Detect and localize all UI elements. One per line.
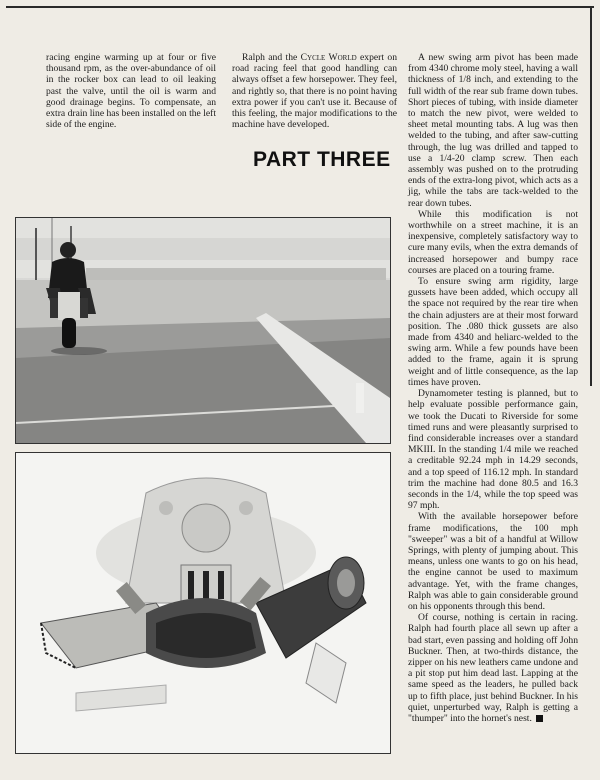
engine-illustration	[16, 453, 390, 753]
photo-motorcycle-on-track	[15, 217, 391, 444]
right-border-rule	[590, 6, 592, 386]
top-border-rule	[6, 6, 594, 8]
paragraph: Dynamometer testing is planned, but to help evaluate possible performance gain, we took the Ducati to Riverside for some timed runs and were pleasantly surprised to find considerable increases over a standard MKIII. In the standing 1/4 mile we reached a creditable 92.24 mph in 14.29 seconds, and a top speed of 116.12 mph. In standard trim the machine had done 80.5 and 16.3 seconds in the 1/4, while the top speed was 97 mph.	[408, 388, 578, 512]
paragraph	[232, 52, 397, 130]
paragraph: racing engine warming up at four or five thousand rpm, as the over-abundance of oil in the rocker box can lead to oil leaking past the valve, until the oil is warm and good drainage begins. To compensate, an extra drain line has been installed on the left side of the engine.	[46, 52, 216, 131]
final-paragraph-text: Of course, nothing is certain in racing. Ralph had fourth place all sewn up after a bad start, even passing and holding off John Buckner. Then, at two-thirds distance, the zipper on his new leathers came undone and a pit stop put him dead last. Lapping at the same speed as the leaders, he pulled back up to fifth place, just behind Buckner. In his quiet, unperturbed way, Ralph is getting a "thumper" into the hornet's nest.	[408, 612, 578, 724]
paragraph: To ensure swing arm rigidity, large gussets have been added, which occupy all the space not required by the rear tire when the chain adjusters are at their most forward position. The .080 thick gussets are also made from 4340 and heliarc-welded to the swing arm. While a few pounds have been added to the frame, again it is sprung weight and of little consequence, as the lap times have proven.	[408, 276, 578, 388]
paragraph-body: expert on road racing feel that good handling can always offset a few horsepower. They feel, and rightly so, that there is no point having extra power if you can't use it. Because of this feeling, the major modifications to the machine have developed.	[232, 52, 397, 131]
section-title: PART THREE	[253, 148, 391, 171]
article-column-1	[46, 52, 216, 130]
article-column-2	[232, 52, 397, 130]
racer-illustration	[16, 218, 390, 443]
paragraph: A new swing arm pivot has been made from 4340 chrome moly steel, having a wall thickness of 1/8 inch, and extending to the full width of the rear sub frame down tubes. Short pieces of tubing, with inside diameter to match the new pivot, were welded to sheet metal mounting tabs. A lug was then welded to the tubing, and after saw-cutting through, the lug was drilled and tapped to use a 1/4-20 clamp screw. Then each assembly was pushed on to the protruding ends of the extra-long pivot, which acts as a jig, while the tabs are tack-welded to the rear down tubes.	[408, 52, 578, 209]
magazine-name: Cycle World	[300, 52, 357, 63]
paragraph: While this modification is not worthwhile on a street machine, it is an inexpensive, completely satisfactory way to cure many evils, when the extra demands of increased horsepower and bumpy race courses are placed on a touring frame.	[408, 208, 578, 276]
paragraph	[408, 612, 578, 724]
paragraph-lead: Ralph and the	[242, 52, 301, 63]
end-of-article-mark	[536, 715, 543, 722]
paragraph: With the available horsepower before frame modifications, the 100 mph "sweeper" was a bit of a handful at Willow Springs, with plenty of jumping about. This means, unless one wants to go on his head, the engine cannot be used to maximum advantage. Yet, with the frame changes, Ralph was able to gain considerable ground on his opponents through this bend.	[408, 511, 578, 612]
article-column-3	[408, 52, 578, 724]
photo-engine-cutaway	[15, 452, 391, 754]
